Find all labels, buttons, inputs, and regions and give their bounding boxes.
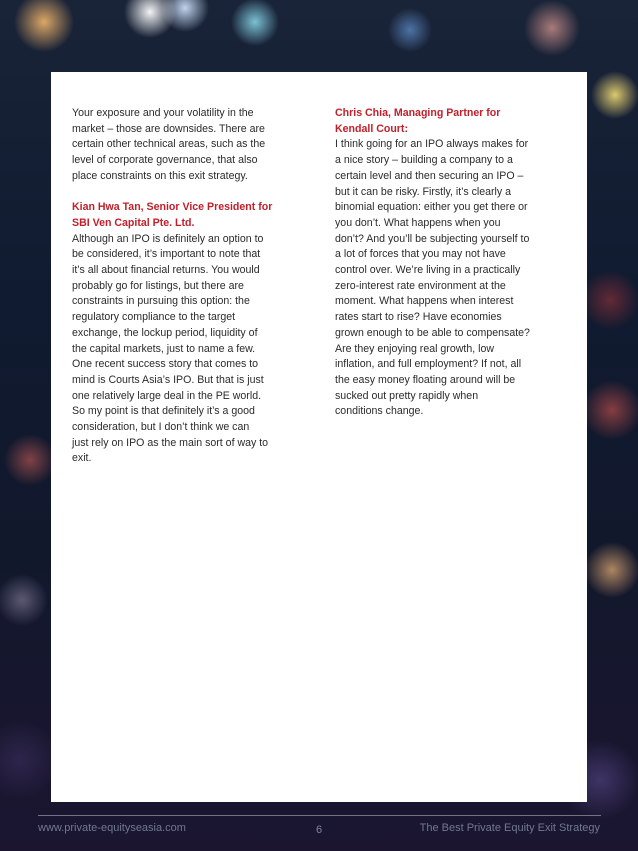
speaker-name-chia: Chris Chia, Managing Partner for: [335, 107, 501, 119]
body-line: a nice story – building a company to a: [335, 154, 513, 167]
body-line: control over. We’re living in a practically: [335, 264, 521, 277]
body-line: exchange, the lockup period, liquidity of: [72, 326, 258, 339]
body-line: probably go for listings, but there are: [72, 279, 244, 292]
body-line: sucked out pretty rapidly when: [335, 389, 479, 402]
paragraph-gap: [72, 185, 302, 201]
body-line: So my point is that definitely it’s a good: [72, 405, 255, 418]
footer-document-title: The Best Private Equity Exit Strategy: [419, 822, 600, 834]
body-line: but it can be risky. Firstly, it’s clearly a: [335, 185, 512, 198]
body-line: just rely on IPO as the main sort of way to: [72, 436, 269, 449]
body-line: grown enough to be able to compensate?: [335, 326, 530, 339]
body-line: the capital markets, just to name a few.: [72, 342, 256, 355]
body-line: conditions change.: [335, 405, 424, 418]
body-line: consideration, but I don’t think we can: [72, 421, 250, 434]
speaker-company-tan: SBI Ven Capital Pte. Ltd.: [72, 216, 195, 229]
body-line: Although an IPO is definitely an option to: [72, 232, 264, 245]
intro-line: certain other technical areas, such as the: [72, 138, 266, 151]
intro-line: level of corporate governance, that also: [72, 154, 258, 167]
body-line: regulatory compliance to the target: [72, 311, 236, 324]
intro-line: market – those are downsides. There are: [72, 122, 265, 135]
body-line: I think going for an IPO always makes for: [335, 138, 529, 151]
speaker-company-chia: Kendall Court:: [335, 122, 408, 135]
body-line: Are they enjoying real growth, low: [335, 342, 494, 355]
body-line: certain level and then securing an IPO –: [335, 169, 524, 182]
body-line: binomial equation: either you get there or: [335, 201, 528, 214]
content-panel: [51, 72, 587, 802]
left-column: [72, 106, 302, 467]
body-line: inflation, and full employment? If not, all: [335, 358, 522, 371]
body-line: you don’t. What happens when you: [335, 216, 501, 229]
body-line: it’s all about financial returns. You would: [72, 264, 260, 277]
intro-line: place constraints on this exit strategy.: [72, 169, 248, 182]
body-line: One recent success story that comes to: [72, 358, 259, 371]
body-line: rates start to rise? Have economies: [335, 311, 502, 324]
footer-divider: [38, 815, 601, 816]
body-line: moment. What happens when interest: [335, 295, 514, 308]
body-line: exit.: [72, 452, 92, 465]
body-line: a lot of forces that you may not have: [335, 248, 506, 261]
intro-line: Your exposure and your volatility in the: [72, 107, 254, 119]
body-line: don’t? And you’ll be subjecting yourself to: [335, 232, 530, 245]
speaker-name-tan: Kian Hwa Tan, Senior Vice President for: [72, 201, 273, 214]
body-line: constraints in pursuing this option: the: [72, 295, 250, 308]
footer-website[interactable]: www.private-equityseasia.com: [38, 822, 186, 834]
body-line: mind is Courts Asia’s IPO. But that is just: [72, 373, 264, 386]
body-line: zero-interest rate environment at the: [335, 279, 506, 292]
body-line: one relatively large deal in the PE world.: [72, 389, 262, 402]
page-number: 6: [316, 824, 323, 836]
right-column: [335, 106, 567, 420]
body-line: the easy money floating around will be: [335, 373, 516, 386]
body-line: be considered, it’s important to note that: [72, 248, 261, 261]
